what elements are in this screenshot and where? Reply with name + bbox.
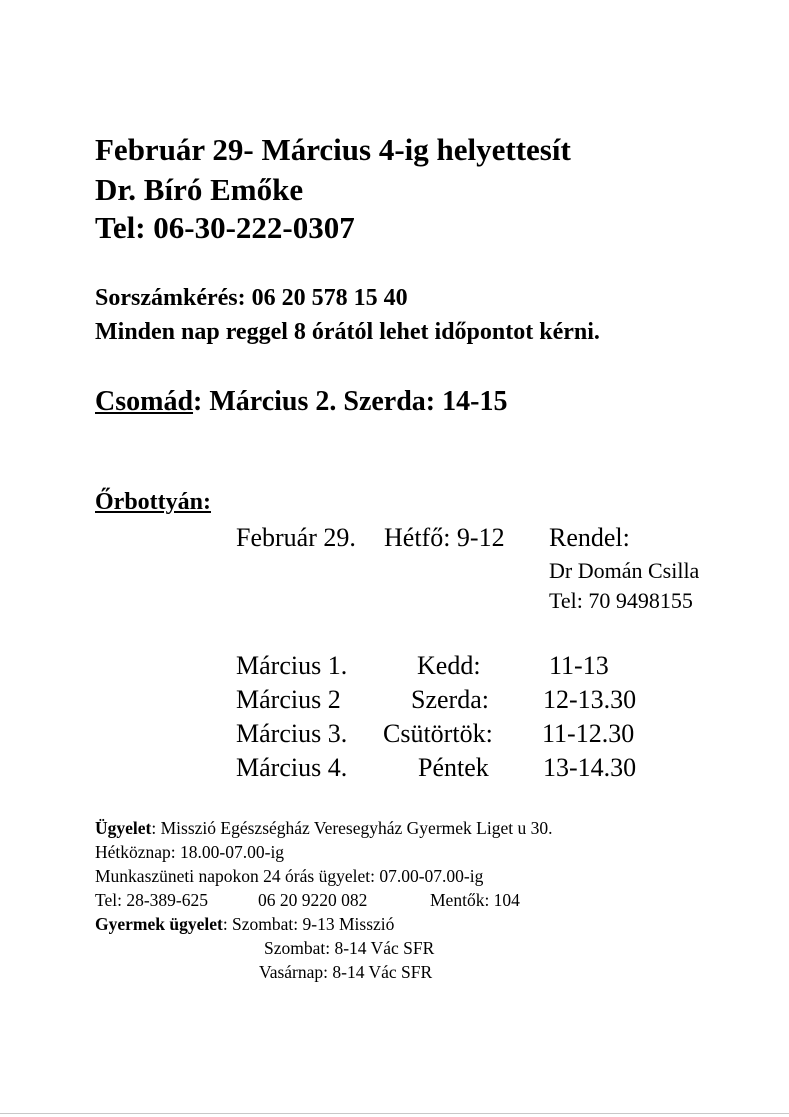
substitute-dates-heading: Február 29- Március 4-ig helyettesít	[95, 132, 571, 167]
orbottyan-first-day-time: Hétfő: 9-12	[384, 523, 505, 552]
schedule-day: Szerda:	[411, 685, 489, 714]
page-bottom-divider	[0, 1113, 789, 1114]
ugyelet-tel1: Tel: 28-389-625	[95, 890, 208, 910]
schedule-time: 12-13.30	[543, 685, 637, 714]
schedule-date: Március 2	[236, 685, 341, 714]
orbottyan-rendel-label: Rendel:	[549, 523, 630, 552]
ugyelet-address-line	[95, 820, 552, 838]
ticket-request-phone: Sorszámkérés: 06 20 578 15 40	[95, 285, 408, 311]
schedule-day: Kedd:	[417, 651, 481, 680]
schedule-date: Március 4.	[236, 753, 348, 782]
orbottyan-place: Őrbottyán:	[95, 489, 211, 515]
csomad-place: Csomád	[95, 386, 194, 417]
schedule-time: 13-14.30	[543, 753, 637, 782]
child-ugyelet-sunday-vac: Vasárnap: 8-14 Vác SFR	[259, 962, 433, 982]
child-ugyelet-line	[95, 916, 394, 934]
ugyelet-holiday: Munkaszüneti napokon 24 órás ügyelet: 07.00-07.00-ig	[95, 866, 484, 886]
schedule-day: Péntek	[418, 753, 489, 782]
ugyelet-mentok: Mentők: 104	[430, 890, 520, 910]
substitute-doctor-name: Dr. Bíró Emőke	[95, 172, 304, 207]
child-ugyelet-label: Gyermek ügyelet	[95, 914, 223, 934]
orbottyan-doctor-phone: Tel: 70 9498155	[549, 588, 693, 613]
ugyelet-address: : Misszió Egészségház Veresegyház Gyermek Liget u 30.	[151, 818, 553, 838]
schedule-date: Március 1.	[236, 651, 348, 680]
orbottyan-first-date: Február 29.	[236, 523, 356, 552]
child-ugyelet-saturday-misszio: : Szombat: 9-13 Misszió	[222, 914, 395, 934]
csomad-schedule	[95, 388, 507, 416]
ugyelet-label: Ügyelet	[95, 818, 152, 838]
appointment-note: Minden nap reggel 8 órától lehet időpontot kérni.	[95, 319, 600, 345]
child-ugyelet-saturday-vac: Szombat: 8-14 Vác SFR	[264, 938, 435, 958]
ugyelet-tel2: 06 20 9220 082	[258, 890, 368, 910]
csomad-time: : Március 2. Szerda: 14-15	[193, 386, 508, 417]
substitute-phone: Tel: 06-30-222-0307	[95, 210, 355, 245]
schedule-day: Csütörtök:	[383, 719, 493, 748]
ugyelet-weekday: Hétköznap: 18.00-07.00-ig	[95, 842, 285, 862]
schedule-time: 11-13	[549, 651, 609, 680]
schedule-time: 11-12.30	[542, 719, 635, 748]
schedule-date: Március 3.	[236, 719, 348, 748]
orbottyan-doctor: Dr Domán Csilla	[549, 558, 700, 583]
